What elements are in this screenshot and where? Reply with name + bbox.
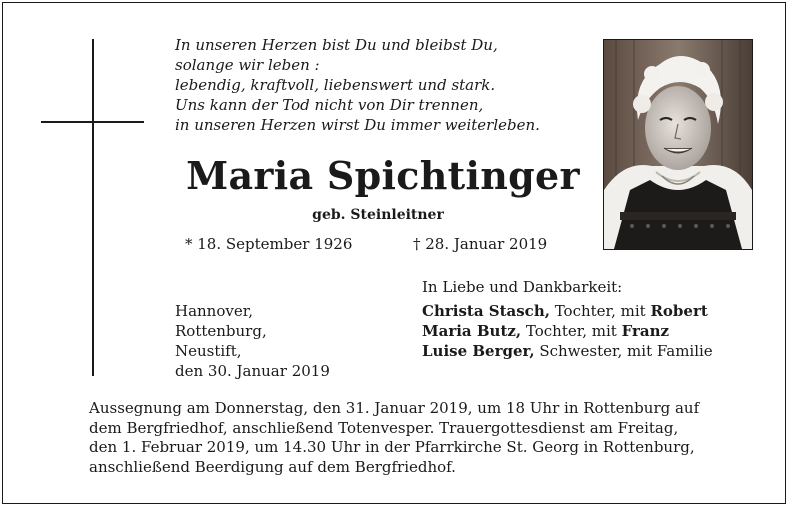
mourner-relation: Tochter, mit bbox=[549, 302, 651, 320]
mourner-name: Luise Berger, bbox=[422, 342, 535, 360]
mourner-line bbox=[422, 321, 713, 341]
mourner-name: Maria Butz, bbox=[422, 322, 522, 340]
mourner-partner: Franz bbox=[621, 322, 670, 340]
mourner-relation: Schwester, mit Familie bbox=[534, 342, 713, 360]
poem-line: lebendig, kraftvoll, liebenswert und stark. bbox=[175, 76, 496, 94]
memorial-poem bbox=[175, 35, 595, 135]
cross-icon-horizontal bbox=[41, 121, 144, 123]
mourner-relation: Tochter, mit bbox=[521, 322, 622, 340]
poem-line: In unseren Herzen bist Du und bleibst Du, bbox=[175, 36, 498, 54]
portrait-photo bbox=[603, 39, 753, 250]
places-and-date bbox=[175, 301, 330, 381]
mourner-name: Christa Stasch, bbox=[422, 302, 550, 320]
service-line: Aussegnung am Donnerstag, den 31. Januar 2019, um 18 Uhr in Rottenburg auf bbox=[89, 399, 700, 417]
birth-date: * 18. September 1926 bbox=[185, 235, 353, 253]
poem-line: in unseren Herzen wirst Du immer weiterleben. bbox=[175, 116, 540, 134]
place-line: Neustift, bbox=[175, 342, 242, 360]
poem-line: Uns kann der Tod nicht von Dir trennen, bbox=[175, 96, 484, 114]
poem-line: solange wir leben : bbox=[175, 56, 320, 74]
mourner-line bbox=[422, 341, 713, 361]
mourner-partner: Robert bbox=[650, 302, 708, 320]
service-line: dem Bergfriedhof, anschließend Totenvesper. Trauergottesdienst am Freitag, bbox=[89, 418, 679, 437]
place-line: Hannover, bbox=[175, 302, 254, 320]
death-date: † 28. Januar 2019 bbox=[413, 235, 548, 253]
mourners-list bbox=[422, 277, 713, 361]
service-line: anschließend Beerdigung auf dem Bergfriedhof. bbox=[89, 457, 456, 476]
cross-icon-vertical bbox=[92, 39, 94, 376]
portrait-image bbox=[604, 40, 752, 249]
deceased-name: Maria Spichtinger bbox=[186, 153, 580, 198]
mourners-intro: In Liebe und Dankbarkeit: bbox=[422, 278, 623, 296]
funeral-service-info bbox=[89, 399, 755, 477]
service-line: den 1. Februar 2019, um 14.30 Uhr in der Pfarrkirche St. Georg in Rottenburg, bbox=[89, 438, 695, 456]
obituary-notice bbox=[2, 2, 786, 504]
mourner-line bbox=[422, 301, 713, 321]
maiden-name: geb. Steinleitner bbox=[312, 207, 444, 223]
place-line: Rottenburg, bbox=[175, 322, 267, 340]
notice-date: den 30. Januar 2019 bbox=[175, 362, 330, 380]
